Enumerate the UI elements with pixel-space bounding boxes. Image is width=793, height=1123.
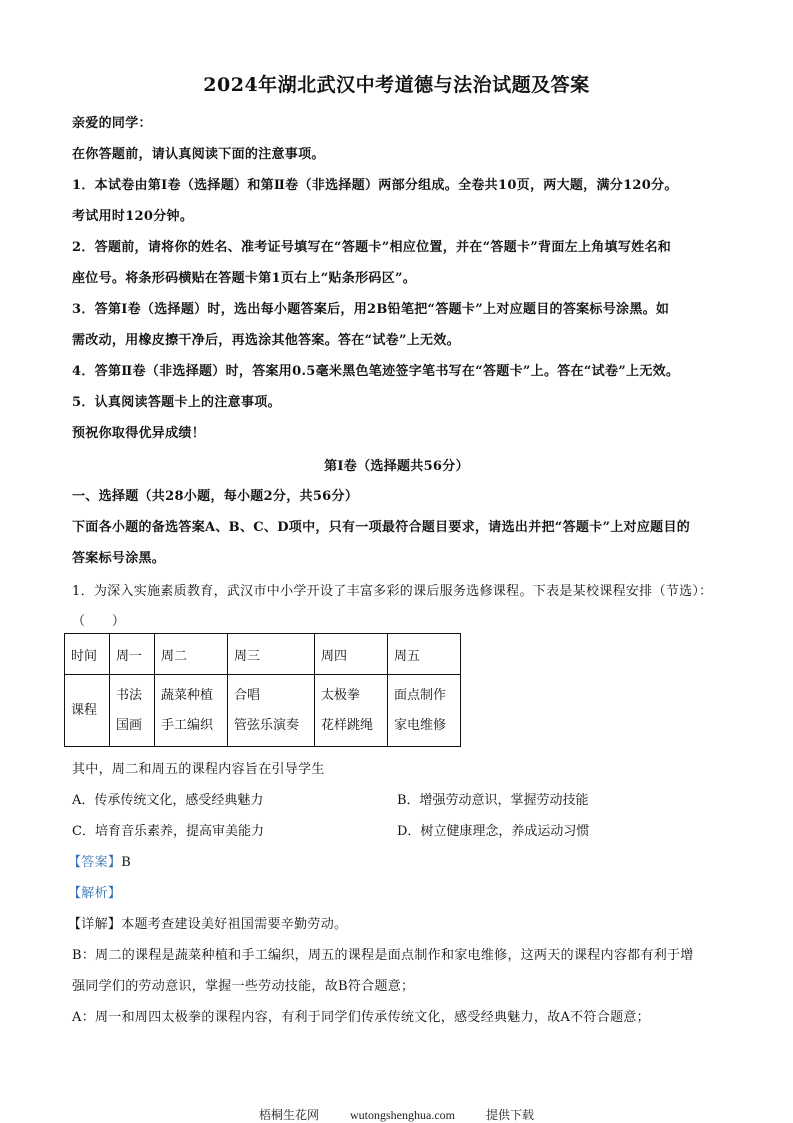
course-item: 家电维修 [394, 717, 447, 733]
table-header-cell: 周五 [388, 634, 461, 675]
analysis-label: 【解析】 [68, 886, 122, 901]
course-item: 面点制作 [394, 687, 447, 703]
footer-site-url[interactable]: wutongshenghua.com [350, 1108, 455, 1122]
answer-label: 【答案】 [68, 855, 122, 870]
option-a: A．传承传统文化，感受经典魅力 [72, 793, 264, 808]
directions-line-2: 答案标号涂黑。 [72, 551, 166, 566]
answer-line [68, 851, 131, 870]
table-header-cell: 周二 [155, 634, 228, 675]
table-row [65, 675, 461, 747]
instruction-4: 4．答第Ⅱ卷（非选择题）时，答案用0.5毫米黑色笔迹签字笔书写在“答题卡”上。答在“试卷”上无效。 [72, 364, 680, 379]
table-cell-tuesday [155, 675, 228, 747]
table-cell-monday [110, 675, 155, 747]
detail-text: 本题考查建设美好祖国需要辛勤劳动。 [121, 917, 348, 932]
footer-site-name: 梧桐生花网 [258, 1108, 319, 1122]
answer-value: B [121, 855, 132, 870]
question-1-prompt: 其中，周二和周五的课程内容旨在引导学生 [72, 762, 325, 777]
course-schedule-table [64, 633, 461, 747]
table-header-row [65, 634, 461, 675]
footer-download-text: 提供下载 [485, 1108, 534, 1122]
table-cell-friday [388, 675, 461, 747]
question-1-stem-line-2: （ ） [72, 614, 126, 629]
instruction-2-line-1: 2．答题前，请将你的姓名、准考证号填写在“答题卡”相应位置，并在“答题卡”背面左上角填写姓名和 [72, 240, 672, 255]
course-item: 书法 [116, 687, 143, 703]
course-item: 手工编织 [161, 717, 214, 733]
instruction-5: 5．认真阅读答题卡上的注意事项。 [72, 395, 281, 410]
option-c: C．培育音乐素养，提高审美能力 [72, 824, 264, 839]
course-item: 花样跳绳 [321, 717, 374, 733]
instruction-2-line-2: 座位号。将条形码横贴在答题卡第1页右上“贴条形码区”。 [72, 271, 417, 286]
course-item: 太极拳 [321, 687, 361, 703]
instruction-1-line-1: 1．本试卷由第Ⅰ卷（选择题）和第Ⅱ卷（非选择题）两部分组成。全卷共10页，两大题，满分120分。 [72, 178, 678, 193]
instruction-1-line-2: 考试用时120分钟。 [72, 209, 194, 224]
detail-label: 【详解】 [68, 917, 122, 932]
option-d: D．树立健康理念，养成运动习惯 [397, 824, 590, 839]
table-cell-wednesday [228, 675, 315, 747]
greeting: 亲爱的同学： [72, 116, 152, 131]
instructions-intro: 在你答题前，请认真阅读下面的注意事项。 [72, 147, 325, 162]
table-header-cell: 周三 [228, 634, 315, 675]
course-item: 国画 [116, 717, 143, 733]
course-item: 合唱 [234, 687, 261, 703]
question-1-stem-line-1: 1．为深入实施素质教育，武汉市中小学开设了丰富多彩的课后服务选修课程。下表是某校课程安排（节选）： [72, 584, 713, 599]
explanation-a: A：周一和周四太极拳的课程内容，有利于同学们传承传统文化，感受经典魅力，故A不符合题意； [72, 1010, 650, 1025]
part-title: 一、选择题（共28小题，每小题2分，共56分） [72, 489, 359, 504]
explanation-b-line-1: B：周二的课程是蔬菜种植和手工编织，周五的课程是面点制作和家电维修，这两天的课程内容都有利于增 [72, 948, 694, 963]
instruction-3-line-2: 需改动，用橡皮擦干净后，再选涂其他答案。答在“试卷”上无效。 [72, 333, 460, 348]
analysis-line [68, 882, 121, 901]
detail-line [68, 913, 347, 932]
instruction-3-line-1: 3．答第Ⅰ卷（选择题）时，选出每小题答案后，用2B铅笔把“答题卡”上对应题目的答案标号涂黑。如 [72, 302, 670, 317]
course-item: 蔬菜种植 [161, 687, 214, 703]
page-footer [0, 1106, 793, 1123]
table-header-cell: 时间 [65, 634, 110, 675]
explanation-b-line-2: 强同学们的劳动意识，掌握一些劳动技能，故B符合题意； [72, 979, 415, 994]
page-title: 2024年湖北武汉中考道德与法治试题及答案 [203, 74, 590, 96]
wish-text: 预祝你取得优异成绩！ [72, 426, 206, 441]
table-header-cell: 周四 [315, 634, 388, 675]
course-item: 管弦乐演奏 [234, 717, 300, 733]
table-header-cell: 周一 [110, 634, 155, 675]
table-cell-thursday [315, 675, 388, 747]
section-heading: 第Ⅰ卷（选择题共56分） [324, 459, 469, 474]
table-row-label: 课程 [65, 675, 110, 747]
directions-line-1: 下面各小题的备选答案A、B、C、D项中，只有一项最符合题目要求，请选出并把“答题卡”上对应题目的 [72, 520, 691, 535]
option-b: B．增强劳动意识，掌握劳动技能 [397, 793, 589, 808]
